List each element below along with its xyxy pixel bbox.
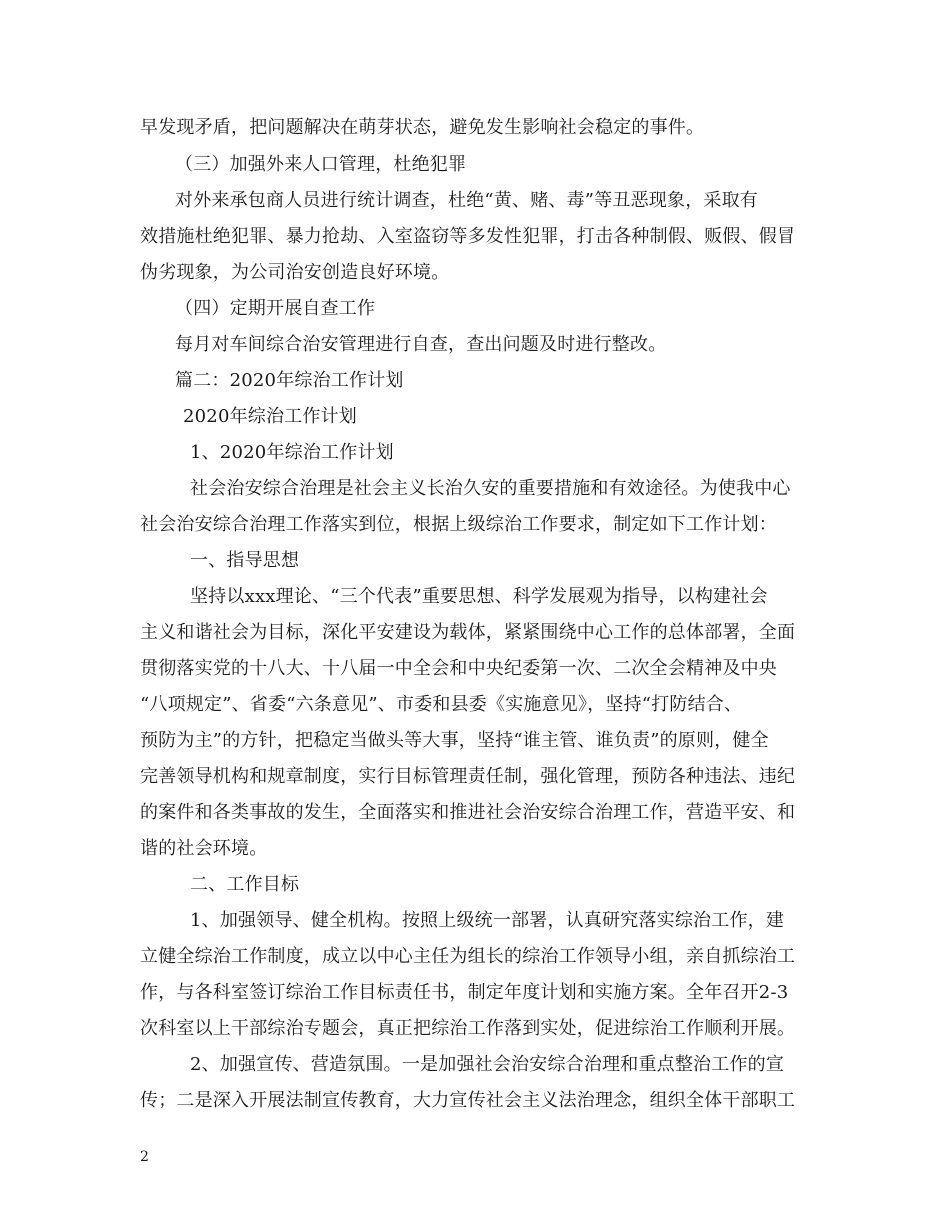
section-heading-goals: 二、工作目标	[190, 874, 300, 895]
page-number: 2	[140, 1149, 149, 1165]
text-line: 坚持以xxx理论、“三个代表”重要思想、科学发展观为指导，以构建社会	[190, 586, 768, 607]
text-line: 伪劣现象，为公司治安创造良好环境。	[140, 262, 450, 283]
chapter-heading: 篇二：2020年综治工作计划	[175, 370, 404, 391]
text-line: 效措施杜绝犯罪、暴力抢劫、入室盗窃等多发性犯罪，打击各种制假、贩假、假冒	[140, 226, 796, 247]
text-line: 作，与各科室签订综治工作目标责任书，制定年度计划和实施方案。全年召开2-3	[140, 982, 789, 1003]
text-line: 社会治安综合治理是社会主义长治久安的重要措施和有效途径。为使我中心	[190, 478, 791, 499]
section-heading-3: （三）加强外来人口管理，杜绝犯罪	[175, 154, 467, 175]
text-line: 每月对车间综合治安管理进行自查，查出问题及时进行整改。	[175, 334, 667, 355]
text-line: 传；二是深入开展法制宣传教育，大力宣传社会主义法治理念，组织全体干部职工	[140, 1090, 796, 1111]
text-line: 2、加强宣传、营造氛围。一是加强社会治安综合治理和重点整治工作的宣	[190, 1054, 785, 1075]
text-line: 次科室以上干部综治专题会，真正把综治工作落到实处，促进综治工作顺利开展。	[140, 1018, 796, 1039]
text-line: “八项规定”、省委“六条意见”、市委和县委《实施意见》，坚持“打防结合、	[140, 694, 743, 715]
text-line: 对外来承包商人员进行统计调查，杜绝“黄、赌、毒”等丑恶现象，采取有	[175, 190, 759, 211]
text-line: 的案件和各类事故的发生，全面落实和推进社会治安综合治理工作，营造平安、和	[140, 802, 796, 823]
text-line: 主义和谐社会为目标，深化平安建设为载体，紧紧围绕中心工作的总体部署，全面	[140, 622, 796, 643]
text-line: 谐的社会环境。	[140, 838, 268, 859]
text-line: 1、加强领导、健全机构。按照上级统一部署，认真研究落实综治工作，建	[190, 910, 785, 931]
text-line: 社会治安综合治理工作落实到位，根据上级综治工作要求，制定如下工作计划：	[140, 514, 777, 535]
section-heading-4: （四）定期开展自查工作	[175, 298, 376, 319]
subsection-heading: 1、2020年综治工作计划	[190, 442, 394, 463]
text-line: 预防为主”的方针，把稳定当做头等大事，坚持“谁主管、谁负责”的原则，健全	[140, 730, 769, 751]
section-heading-guiding: 一、指导思想	[190, 550, 300, 571]
text-line: 立健全综治工作制度，成立以中心主任为组长的综治工作领导小组，亲自抓综治工	[140, 946, 796, 967]
document-title: 2020年综治工作计划	[183, 406, 358, 427]
text-line: 早发现矛盾，把问题解决在萌芽状态，避免发生影响社会稳定的事件。	[140, 117, 705, 138]
text-line: 贯彻落实党的十八大、十八届一中全会和中央纪委第一次、二次全会精神及中央	[140, 658, 777, 679]
text-line: 完善领导机构和规章制度，实行目标管理责任制，强化管理，预防各种违法、违纪	[140, 766, 796, 787]
